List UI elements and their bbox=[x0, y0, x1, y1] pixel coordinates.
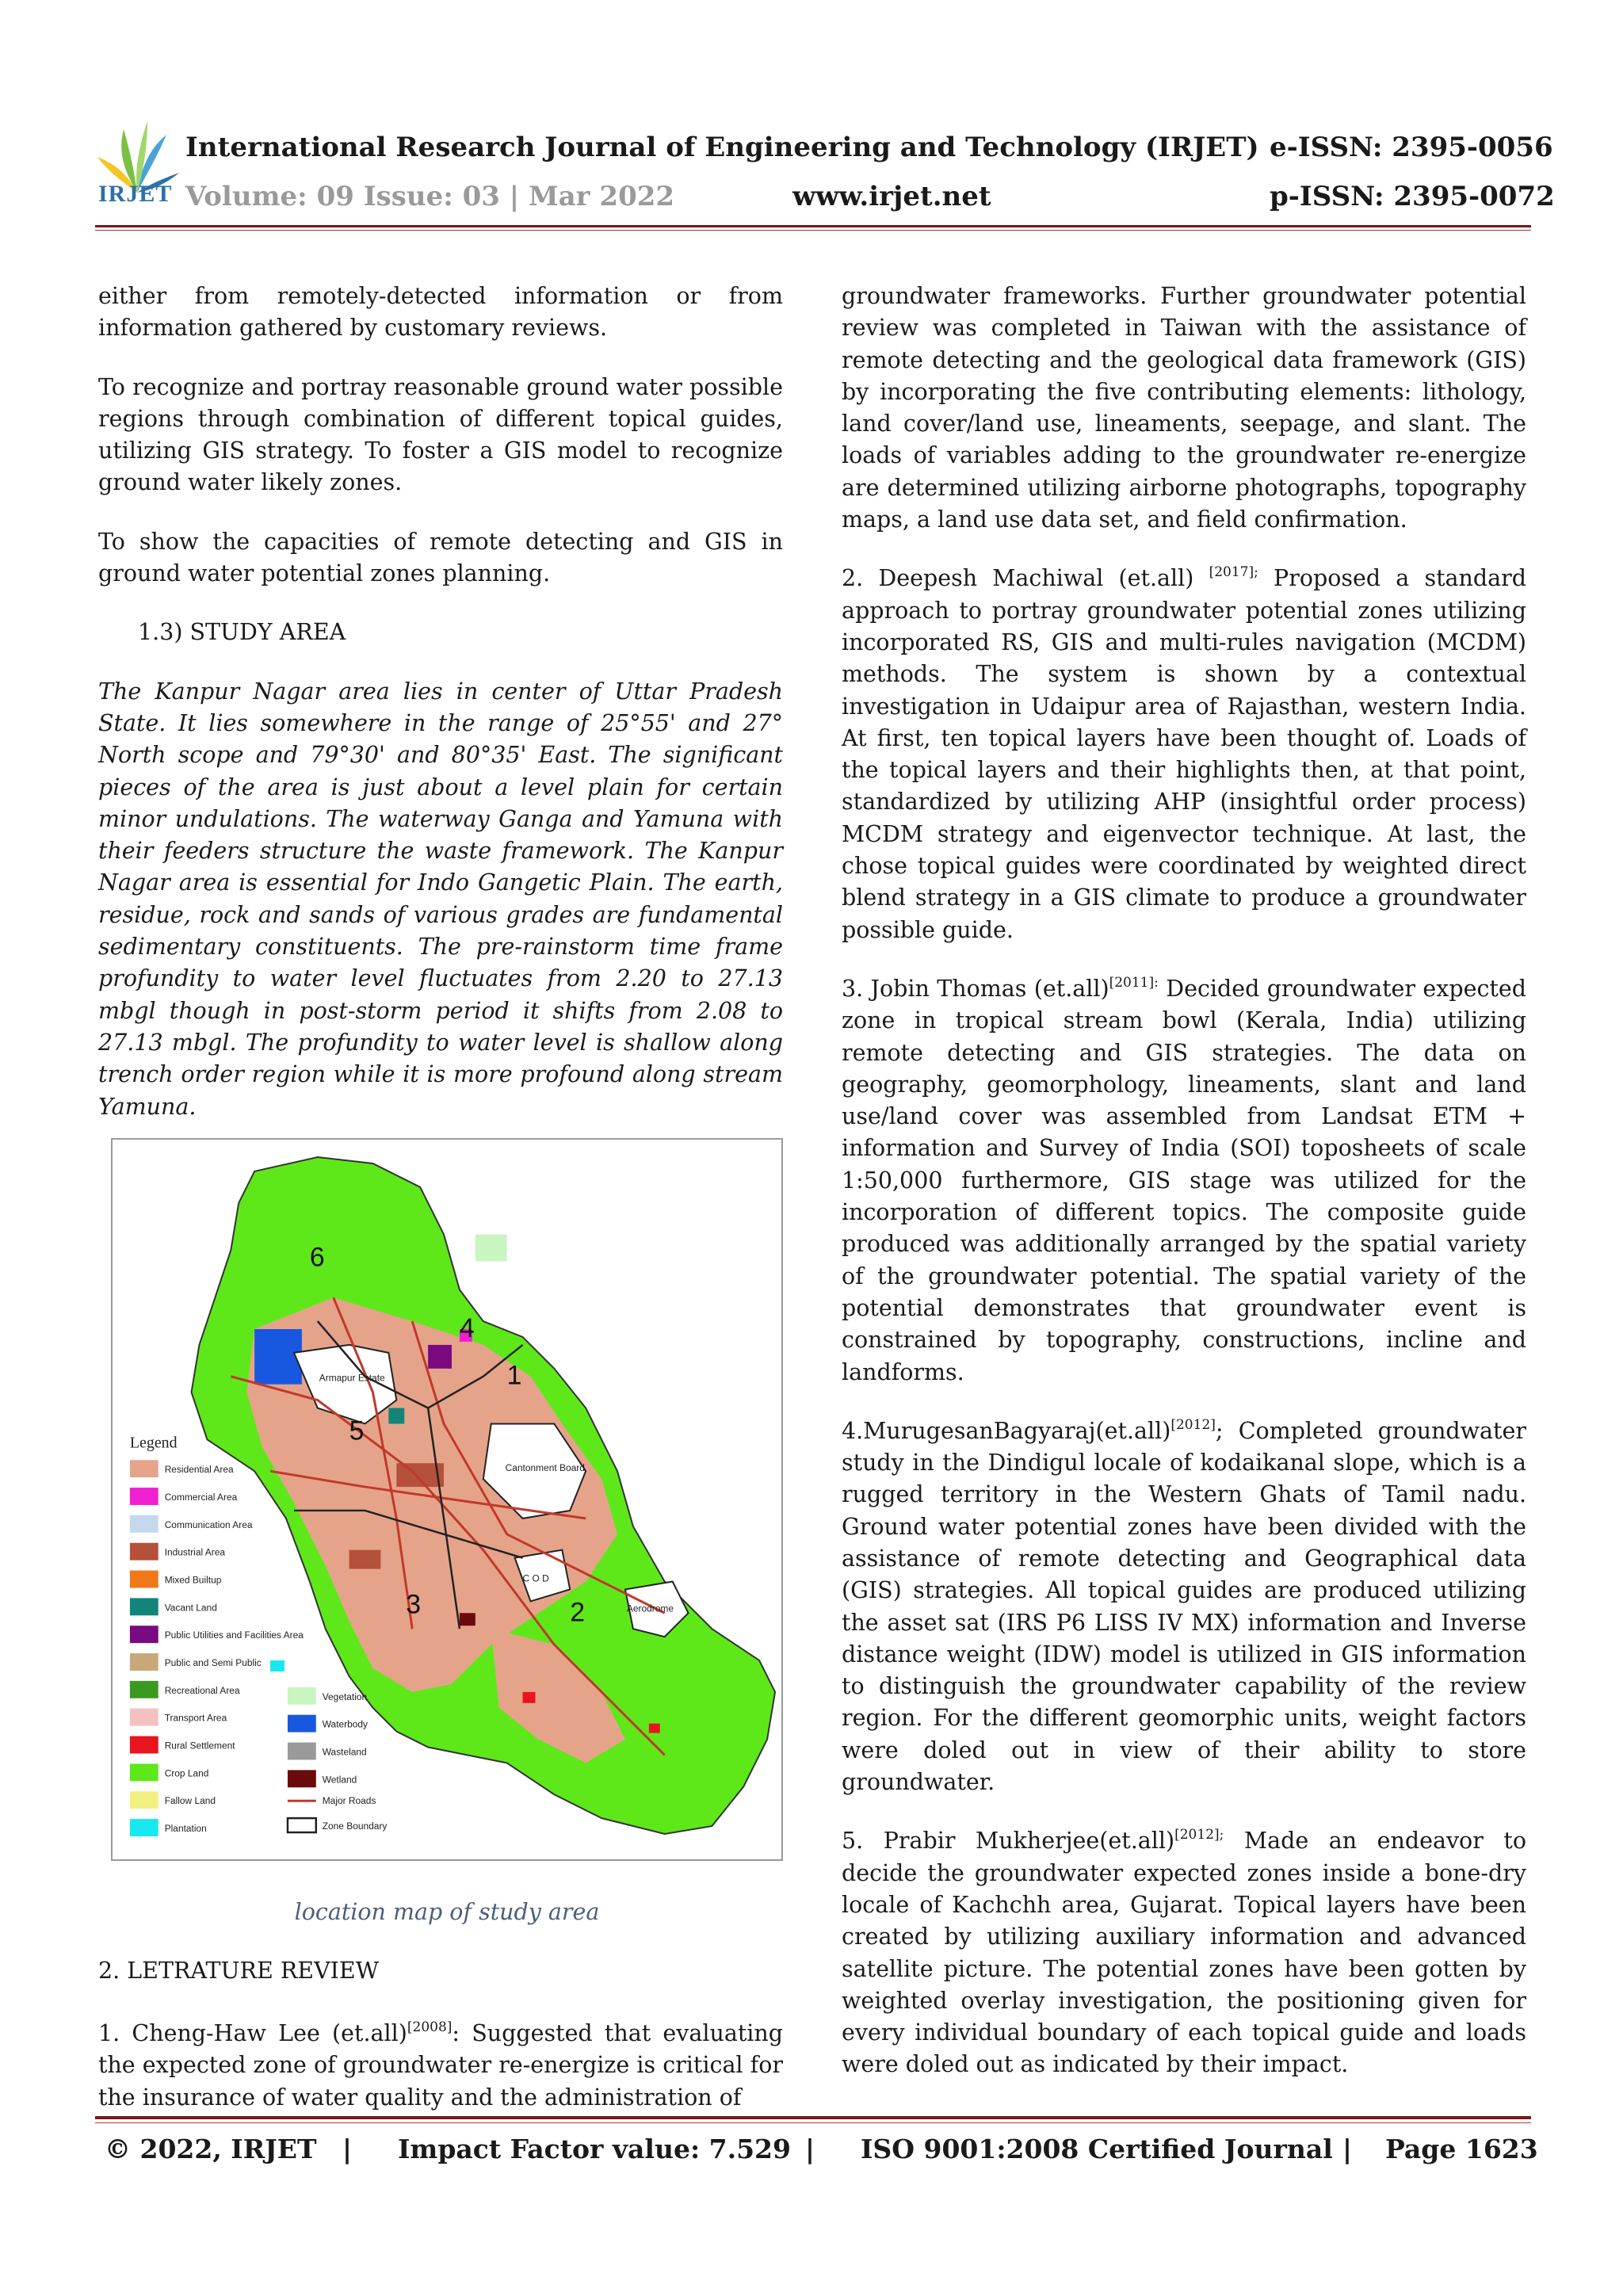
legend-label: Crop Land bbox=[164, 1767, 209, 1779]
legend-swatch bbox=[130, 1571, 158, 1588]
reference-year: [2008] bbox=[407, 2019, 453, 2035]
legend-swatch bbox=[288, 1770, 316, 1787]
reference-paragraph bbox=[842, 1825, 1526, 2080]
footer-rule bbox=[95, 2116, 1531, 2119]
reference-text: : Suggested that evaluating the expected zone of groundwater re-energize is critical for the insurance of water quality and the administration of bbox=[98, 2020, 783, 2111]
legend-zone-boundary-symbol bbox=[288, 1818, 316, 1832]
footer-rule-thin bbox=[95, 2122, 1531, 2123]
legend-swatch bbox=[288, 1687, 316, 1705]
reference-year: [2011]: bbox=[1109, 974, 1159, 991]
reference-text: Made an endeavor to decide the groundwater expected zones inside a bone-dry locale of Kachchh area, Gujarat. Topical layers have been created by utilizing auxiliary information and advanced satellite picture. The potential zones have been gotten by weighted overlay investigation, the positioning given for every individual boundary of each topical guide and loads were doled out as indicated by their impact. bbox=[842, 1828, 1526, 2078]
legend-label: Rural Settlement bbox=[164, 1740, 235, 1752]
p-issn: p-ISSN: 2395-0072 bbox=[1270, 181, 1555, 212]
legend-swatch bbox=[130, 1543, 158, 1561]
legend-label: Plantation bbox=[164, 1823, 207, 1835]
vacant-land bbox=[388, 1408, 404, 1424]
wetland bbox=[460, 1613, 475, 1626]
reference-paragraph bbox=[842, 1415, 1526, 1799]
reference-author: 4.MurugesanBagyaraj(et.all) bbox=[842, 1417, 1171, 1444]
public-utilities bbox=[428, 1345, 452, 1369]
journal-title: International Research Journal of Engineering and Technology (IRJET) bbox=[185, 132, 1259, 163]
legend-swatch bbox=[130, 1819, 158, 1836]
legend-label: Public Utilities and Facilities Area bbox=[164, 1629, 304, 1641]
legend-label: Vegetation bbox=[322, 1690, 368, 1702]
footer-page-number: Page 1623 bbox=[1385, 2134, 1538, 2164]
legend-swatch bbox=[130, 1598, 158, 1615]
place-label: Cantonment Board bbox=[505, 1462, 585, 1474]
legend-label: Commercial Area bbox=[164, 1491, 238, 1503]
study-area-paragraph: The Kanpur Nagar area lies in center of Uttar Pradesh State. It lies somewhere in the range of 25°55' and 27° North scope and 79°30' and 80°35' East. The significant pieces of the area is just about a level plain for certain minor undulations. The waterway Ganga and Yamuna with their feeders structure the waste framework. The Kanpur Nagar area is essential for Indo Gangetic Plain. The earth, residue, rock and sands of various grades are fundamental sedimentary constituents. The pre-rainstorm time frame profundity to water level fluctuates from 2.20 to 27.13 mbgl though in post-storm period it shifts from 2.08 to 27.13 mbgl. The profundity to water level is shallow along trench order region while it is more profound along stream Yamuna. bbox=[98, 678, 783, 1120]
zone-number: 6 bbox=[309, 1242, 325, 1273]
legend-swatch bbox=[130, 1709, 158, 1726]
section-heading-literature-review: 2. LETRATURE REVIEW bbox=[98, 1958, 380, 1984]
legend-left-group bbox=[130, 1460, 304, 1836]
legend-major-roads-label: Major Roads bbox=[322, 1795, 376, 1807]
legend-label: Wetland bbox=[322, 1774, 357, 1786]
zone-number: 3 bbox=[406, 1589, 422, 1620]
footer-iso: ISO 9001:2008 Certified Journal bbox=[861, 2134, 1333, 2164]
footer-separator: | bbox=[805, 2134, 815, 2164]
legend-swatch bbox=[130, 1791, 158, 1809]
legend-swatch bbox=[130, 1488, 158, 1505]
legend-label: Residential Area bbox=[164, 1464, 234, 1476]
rural-settlement bbox=[523, 1692, 536, 1703]
paragraph: To show the capacities of remote detecting and GIS in ground water potential zones planning. bbox=[98, 528, 783, 587]
footer-copyright: © 2022, IRJET bbox=[105, 2134, 317, 2164]
legend-label: Waterbody bbox=[322, 1718, 369, 1730]
zone-number: 5 bbox=[349, 1415, 365, 1446]
volume-issue: Volume: 09 Issue: 03 | Mar 2022 bbox=[185, 181, 675, 212]
logo-text: IRJET bbox=[98, 181, 173, 207]
industrial bbox=[349, 1550, 381, 1569]
footer-separator: | bbox=[342, 2134, 353, 2164]
reference-author: 1. Cheng-Haw Lee (et.all) bbox=[98, 2020, 407, 2046]
legend-zone-boundary-label: Zone Boundary bbox=[322, 1820, 388, 1832]
reference-paragraph bbox=[842, 563, 1526, 946]
zone-number: 1 bbox=[506, 1360, 522, 1391]
legend-label: Wasteland bbox=[322, 1746, 367, 1758]
header-rule bbox=[95, 225, 1531, 227]
reference-text: Decided groundwater expected zone in tropical stream bowl (Kerala, India) utilizing remote detecting and GIS strategies. The data on geography, geomorphology, lineaments, slant and land use/land cover was assembled from Landsat ETM + information and Survey of India (SOI) toposheets of scale 1:50,000 furthermore, GIS stage was utilized for the incorporation of different topics. The composite guide produced was additionally arranged by the spatial variety of the groundwater potential. The spatial variety of the potential demonstrates that groundwater event is constrained by topography, constructions, incline and landforms. bbox=[842, 975, 1526, 1385]
legend-right-group bbox=[288, 1687, 368, 1787]
legend-label: Transport Area bbox=[164, 1712, 227, 1724]
reference-author: 2. Deepesh Machiwal (et.all) bbox=[842, 565, 1194, 592]
plantation bbox=[270, 1660, 285, 1671]
paragraph: groundwater frameworks. Further groundwater potential review was completed in Taiwan with the assistance of remote detecting and the geological data framework (GIS) by incorporating the five contributing elements: lithology, land cover/land use, lineaments, seepage, and slant. The loads of variables adding to the groundwater re-energize are determined utilizing airborne photographs, topography maps, a land use data set, and field confirmation. bbox=[842, 283, 1526, 533]
zone-number: 4 bbox=[459, 1312, 475, 1343]
place-label: Armapur Estate bbox=[319, 1372, 385, 1384]
land-use-map bbox=[113, 1140, 781, 1859]
footer-separator: | bbox=[1342, 2134, 1353, 2164]
figure-caption: location map of study area bbox=[294, 1899, 600, 1925]
reference-paragraph bbox=[842, 973, 1526, 1389]
legend-label: Communication Area bbox=[164, 1519, 253, 1530]
legend-label: Public and Semi Public bbox=[164, 1657, 262, 1669]
reference-text: Proposed a standard approach to portray groundwater potential zones utilizing incorporated RS, GIS and multi-rules navigation (MCDM) methods. The system is shown by a contextual investigation in Udaipur area of Rajasthan, western India. At first, ten topical layers have been thought of. Loads of the topical layers and their highlights then, at that point, standardized by utilizing AHP (insightful order process) MCDM strategy and eigenvector technique. At last, the chose topical guides were coordinated by weighted direct blend strategy in a GIS climate to produce a groundwater possible guide. bbox=[842, 565, 1526, 943]
legend-label: Mixed Builtup bbox=[164, 1574, 222, 1586]
paragraph: To recognize and portray reasonable ground water possible regions through combination of different topical guides, utilizing GIS strategy. To foster a GIS model to recognize ground water likely zones. bbox=[98, 373, 783, 496]
zone-number: 2 bbox=[570, 1597, 586, 1628]
place-label: Aerodrome bbox=[626, 1603, 674, 1614]
rural-settlement bbox=[649, 1724, 660, 1733]
e-issn: e-ISSN: 2395-0056 bbox=[1270, 132, 1553, 163]
reference-paragraph bbox=[98, 2018, 783, 2114]
legend-swatch bbox=[130, 1681, 158, 1698]
reference-year: [2017]; bbox=[1209, 564, 1258, 581]
legend-swatch bbox=[130, 1763, 158, 1781]
legend-title: Legend bbox=[129, 1434, 178, 1452]
reference-text: ; Completed groundwater study in the Dindigul locale of kodaikanal slope, which is a rugged territory in the Western Ghats of Tamil nadu. Ground water potential zones have been divided with the assistance of remote detecting and Geographical data (GIS) strategies. All topical guides are produced utilizing the asset sat (IRS P6 LISS IV MX) information and Inverse distance weight (IDW) model is utilized in GIS information to distinguish the groundwater capability of the review region. For the different geomorphic units, weight factors were doled out in view of their ability to store groundwater. bbox=[842, 1417, 1526, 1796]
legend-label: Fallow Land bbox=[164, 1795, 216, 1807]
page-header bbox=[0, 0, 1623, 238]
reference-year: [2012] bbox=[1170, 1416, 1216, 1433]
location-map-figure bbox=[111, 1138, 783, 1861]
paragraph: either from remotely-detected information or from information gathered by customary reviews. bbox=[98, 283, 783, 342]
reference-author: 5. Prabir Mukherjee(et.all) bbox=[842, 1828, 1175, 1855]
legend-swatch bbox=[130, 1626, 158, 1643]
legend-label: Recreational Area bbox=[164, 1684, 240, 1696]
legend-swatch bbox=[130, 1460, 158, 1477]
legend-swatch bbox=[130, 1515, 158, 1533]
left-column bbox=[98, 281, 783, 1123]
legend-label: Industrial Area bbox=[164, 1546, 226, 1558]
place-label: C O D bbox=[522, 1572, 549, 1584]
reference-author: 3. Jobin Thomas (et.all) bbox=[842, 975, 1109, 1002]
legend-swatch bbox=[288, 1743, 316, 1760]
vegetation bbox=[475, 1235, 507, 1262]
reference-year: [2012]; bbox=[1174, 1827, 1224, 1843]
waterbody bbox=[254, 1329, 302, 1385]
legend-label: Vacant Land bbox=[164, 1602, 217, 1614]
legend-swatch bbox=[130, 1736, 158, 1754]
right-column bbox=[842, 281, 1526, 2081]
section-heading-study-area: 1.3) STUDY AREA bbox=[138, 619, 346, 646]
website-link[interactable]: www.irjet.net bbox=[792, 181, 991, 212]
legend-swatch bbox=[288, 1715, 316, 1733]
legend-swatch bbox=[130, 1653, 158, 1671]
footer-impact-factor: Impact Factor value: 7.529 bbox=[398, 2134, 791, 2164]
header-rule-thin bbox=[95, 230, 1531, 231]
